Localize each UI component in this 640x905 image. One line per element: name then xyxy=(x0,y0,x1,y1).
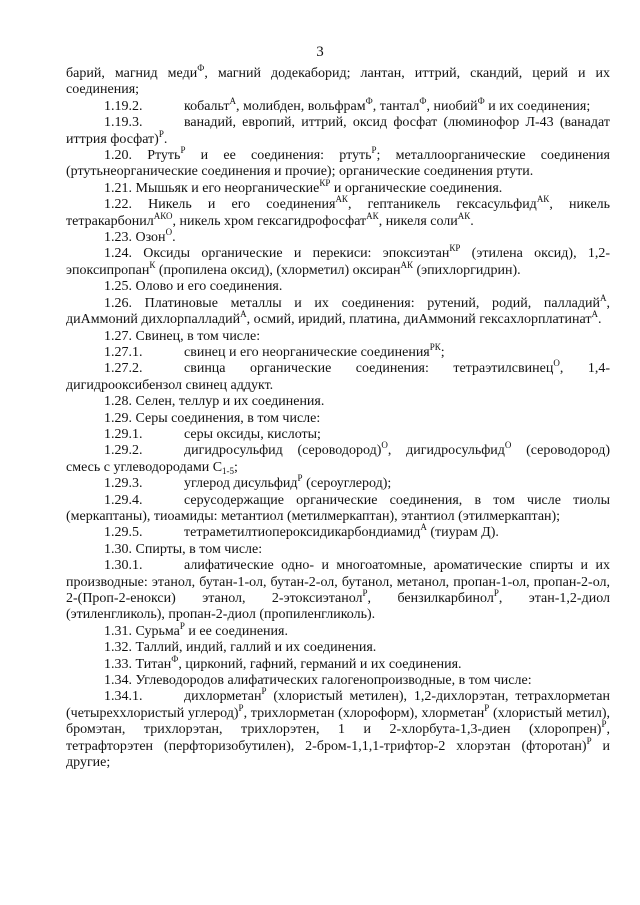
footnote-mark: Р xyxy=(261,686,267,697)
footnote-mark: РК xyxy=(429,341,441,352)
text: ; металлоорганические соединения (ртутьнеорганические соединения и прочие); органические соединения ртути. xyxy=(66,148,610,180)
text: , диАммоний дихлорпалладий xyxy=(66,295,610,328)
footnote-mark: Р xyxy=(586,735,592,746)
document-body xyxy=(66,63,611,771)
footnote-mark: Ф xyxy=(365,95,373,106)
footnote-mark: О xyxy=(504,440,512,451)
paragraph-1-29-3 xyxy=(66,473,610,492)
paragraph-1-19-3 xyxy=(66,115,610,148)
text: и органические соединения. xyxy=(330,180,503,196)
footnote-mark: Р xyxy=(158,128,164,139)
footnote-mark: О xyxy=(381,440,388,451)
text: (хлористый метилен), 1,2-дихлорэтан, тетрахлорметан (четыреххлористый углерод) xyxy=(66,689,610,721)
item-number: 1.27.1. xyxy=(104,344,143,360)
text: (тиурам Д). xyxy=(426,525,499,541)
text: 1.21. Мышьяк и его неорганические xyxy=(104,180,320,196)
paragraph-1-29-4 xyxy=(66,493,610,526)
paragraph-1-20 xyxy=(66,145,610,181)
paragraph-1-27-1 xyxy=(66,341,610,361)
text: 1.22. Никель и его соединения xyxy=(104,197,336,213)
text: . xyxy=(597,312,602,328)
item-number: 1.29.3. xyxy=(104,476,143,492)
text: и ее соединения: ртуть xyxy=(185,148,372,164)
paragraph-1-28: 1.28. Селен, теллур и их соединения. xyxy=(104,394,325,410)
paragraph-1-27: 1.27. Свинец, в том числе: xyxy=(104,328,261,344)
text: 1.31. Сурьма xyxy=(104,623,180,639)
text: (этилена оксид), 1,2-эпоксипропан xyxy=(66,246,611,278)
item-number: 1.30.1. xyxy=(104,558,143,574)
paragraph-1-25: 1.25. Олово и его соединения. xyxy=(104,279,283,295)
paragraph-1-29-1 xyxy=(66,427,610,443)
text: , 1,4-дигидрооксибензол свинец аддукт. xyxy=(66,361,610,393)
text: и ее соединения. xyxy=(184,623,288,639)
text: 1.26. Платиновые металлы и их соединения: рутений, родий, палладий xyxy=(104,295,600,311)
paragraph-1-30: 1.30. Спирты, в том числе: xyxy=(104,541,263,557)
footnote-mark: О xyxy=(553,358,560,369)
text: ; xyxy=(440,344,445,360)
text: . xyxy=(163,131,168,147)
footnote-mark: Р xyxy=(362,588,368,598)
paragraph-1-29-5 xyxy=(66,522,610,541)
item-number: 1.34.1. xyxy=(104,689,143,705)
text: , никеля соли xyxy=(378,213,458,229)
text: свинец и его неорганические соединения xyxy=(184,344,430,360)
text: кобальт xyxy=(184,98,230,114)
paragraph-1-23 xyxy=(66,227,610,246)
paragraph-1-19-2 xyxy=(66,95,610,115)
text: , этан-1,2-диол (этиленгликоль), пропан-2-диол (пропиленгликоль). xyxy=(66,591,610,623)
paragraph-1-32: 1.32. Таллий, индий, галлий и их соединения. xyxy=(104,640,377,656)
footnote-mark: А xyxy=(229,95,237,106)
paragraph-1-27-2 xyxy=(66,358,610,394)
text: , молибден, вольфрам xyxy=(236,98,366,114)
paragraph-1-19-1-cont xyxy=(66,63,610,99)
text: , тантал xyxy=(372,98,420,114)
footnote-mark: Ф xyxy=(419,95,427,106)
text: и другие; xyxy=(66,738,610,771)
footnote-mark: Ф xyxy=(477,95,485,106)
footnote-mark: Р xyxy=(179,620,185,631)
text: , трихлорметан (хлороформ), хлорметан xyxy=(243,705,485,721)
footnote-mark: К xyxy=(149,259,156,270)
text: , цирконий, гафний, германий и их соединения. xyxy=(178,656,462,672)
text: дихлорметан xyxy=(184,689,262,705)
text: . xyxy=(172,230,176,246)
footnote-mark: Ф xyxy=(171,653,179,664)
footnote-mark: А xyxy=(240,309,247,320)
item-number: 1.19.2. xyxy=(104,98,143,114)
footnote-mark: А xyxy=(591,309,598,320)
text: углерод дисульфид xyxy=(184,476,298,492)
paragraph-1-29-2 xyxy=(66,440,610,476)
footnote-mark: Ф xyxy=(197,63,205,73)
item-number: 1.29.1. xyxy=(104,426,143,442)
text: 1.23. Озон xyxy=(104,230,166,246)
footnote-mark: А xyxy=(420,522,427,533)
text: , дигидросульфид xyxy=(387,443,505,459)
text: , магний додекаборид; лантан, иттрий, скандий, церий и их соединения; xyxy=(66,66,610,98)
text: (эпихлоргидрин). xyxy=(413,262,521,278)
text: дигидросульфид (сероводород) xyxy=(184,443,382,459)
item-number: 1.27.2. xyxy=(104,361,143,377)
text: 1.33. Титан xyxy=(104,656,172,672)
page-number: 3 xyxy=(316,44,324,60)
paragraph-1-22 xyxy=(66,194,610,230)
paragraph-1-29: 1.29. Серы соединения, в том числе: xyxy=(104,410,321,426)
footnote-mark: Р xyxy=(484,702,490,713)
item-number: 1.29.2. xyxy=(104,443,143,459)
text: , ниобий xyxy=(426,98,478,114)
footnote-mark: АК xyxy=(335,194,348,205)
footnote-mark: АК xyxy=(400,259,414,270)
text: 1.20. Ртуть xyxy=(104,148,181,164)
paragraph-1-34-1 xyxy=(66,686,611,771)
text: 1.24. Оксиды органические и перекиси: эпоксиэтан xyxy=(104,246,450,262)
text: ванадий, европий, иттрий, оксид фосфат (люминофор Л-43 (ванадат иттрия фосфат) xyxy=(66,115,610,147)
footnote-mark: КР xyxy=(319,177,331,188)
footnote-mark: АК xyxy=(536,194,550,205)
item-number: 1.19.3. xyxy=(104,115,143,131)
text: свинца органические соединения: тетраэтилсвинец xyxy=(184,361,554,377)
paragraph-1-30-1 xyxy=(66,558,610,624)
text: барий, магнид меди xyxy=(66,66,198,81)
item-number: 1.29.5. xyxy=(104,525,143,541)
text: (пропилена оксид), (хлорметил) оксиран xyxy=(155,262,401,278)
subscript: 1-5 xyxy=(222,465,235,476)
text: (хлористый метил), бромэтан, трихлорэтан, трихлорэтен, 1 и 2-хлорбута-1,3-диен (хлоропрен) xyxy=(66,705,611,738)
footnote-mark: Р xyxy=(493,588,499,598)
footnote-mark: О xyxy=(165,227,173,238)
footnote-mark: Р xyxy=(238,702,244,713)
paragraph-1-31 xyxy=(66,620,610,640)
text: , никель хром гексагидрофосфат xyxy=(172,213,367,229)
paragraph-1-34: 1.34. Углеводородов алифатических галогенопроизводные, в том числе: xyxy=(104,673,532,689)
footnote-mark: Р xyxy=(601,719,607,730)
text: тетраметилтиопероксидикарбондиамид xyxy=(184,525,421,541)
paragraph-1-33 xyxy=(66,653,610,673)
footnote-mark: Р xyxy=(180,145,186,156)
paragraph-1-24 xyxy=(66,243,611,279)
text: (сероводород) смесь с углеводородами С xyxy=(66,443,610,475)
text: алифатические одно- и многоатомные, ароматические спирты и их производные: этанол, бутан-1-ол, бутан-2-ол, бутанол, метанол, пропан-1-ол, пропан-2-ол, 2-(Проп-2-енокси) этанол, 2-этоксиэтанол xyxy=(66,558,610,606)
text: и их соединения; xyxy=(484,98,591,114)
text: ; xyxy=(234,459,238,475)
paragraph-1-26 xyxy=(66,292,610,329)
text: , тетрафторэтен (перфторизобутилен), 2-бром-1,1,1-трифтор-2 хлорэтан (фторотан) xyxy=(66,722,610,754)
footnote-mark: АК xyxy=(366,210,379,221)
footnote-mark: КР xyxy=(449,243,461,254)
footnote-mark: Р xyxy=(297,473,303,484)
text: , осмий, иридий, платина, диАммоний гексахлорплатинат xyxy=(246,312,592,328)
text: . xyxy=(470,213,474,229)
text: (сероуглерод); xyxy=(302,476,392,492)
footnote-mark: А xyxy=(600,292,607,303)
text: , никель тетракарбонил xyxy=(66,197,610,229)
footnote-mark: Р xyxy=(371,145,377,156)
footnote-mark: АКО xyxy=(153,210,173,221)
text: , бензилкарбинол xyxy=(367,591,494,606)
footnote-mark: АК xyxy=(457,210,471,221)
item-number: 1.29.4. xyxy=(104,492,143,508)
text: серы оксиды, кислоты; xyxy=(184,426,321,442)
text: , гептаникель гексасульфид xyxy=(347,197,537,213)
text: серусодержащие органические соединения, в том числе тиолы (меркаптаны), тиоамиды: метантиол (метилмеркаптан), этантиол (этилмеркаптан); xyxy=(66,492,610,524)
